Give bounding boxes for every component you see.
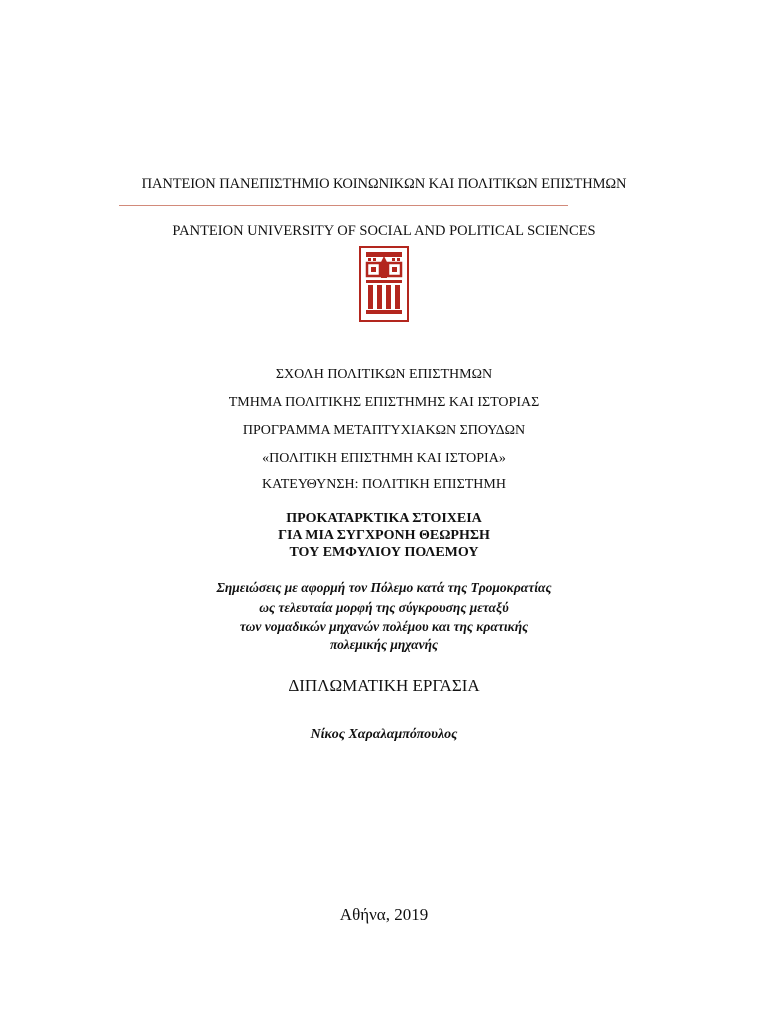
thesis-title-line: ΓΙΑ ΜΙΑ ΣΥΓΧΡΟΝΗ ΘΕΩΡΗΣΗ [278, 528, 490, 543]
thesis-title-line: ΤΟΥ ΕΜΦΥΛΙΟΥ ΠΟΛΕΜΟΥ [289, 545, 479, 560]
thesis-title-line: ΠΡΟΚΑΤΑΡΚΤΙΚΑ ΣΤΟΙΧΕΙΑ [286, 511, 482, 526]
thesis-subtitle-line: των νομαδικών μηχανών πολέμου και της κρατικής [239, 619, 529, 634]
author-name: Νίκος Χαραλαμπόπουλος [310, 727, 458, 742]
university-name-greek: ΠΑΝΤΕΙΟΝ ΠΑΝΕΠΙΣΤΗΜΙΟ ΚΟΙΝΩΝΙΚΩΝ ΚΑΙ ΠΟΛΙΤΙΚΩΝ ΕΠΙΣΤΗΜΩΝ [141, 176, 627, 192]
university-crest-icon [359, 246, 409, 322]
program-label: ΠΡΟΓΡΑΜΜΑ ΜΕΤΑΠΤΥΧΙΑΚΩΝ ΣΠΟΥΔΩΝ [242, 423, 526, 438]
thesis-subtitle-line: Σημειώσεις με αφορμή τον Πόλεμο κατά της Τρομοκρατίας [216, 580, 552, 595]
thesis-subtitle-line: ως τελευταία μορφή της σύγκρουσης μεταξύ [259, 600, 509, 615]
thesis-subtitle-line: πολεμικής μηχανής [329, 637, 439, 652]
header-divider [119, 205, 568, 206]
department-name: ΤΜΗΜΑ ΠΟΛΙΤΙΚΗΣ ΕΠΙΣΤΗΜΗΣ ΚΑΙ ΙΣΤΟΡΙΑΣ [228, 395, 540, 410]
university-name-english: PANTEION UNIVERSITY OF SOCIAL AND POLITICAL SCIENCES [172, 223, 596, 239]
school-name: ΣΧΟΛΗ ΠΟΛΙΤΙΚΩΝ ΕΠΙΣΤΗΜΩΝ [275, 367, 493, 382]
program-name: «ΠΟΛΙΤΙΚΗ ΕΠΙΣΤΗΜΗ ΚΑΙ ΙΣΤΟΡΙΑ» [262, 451, 506, 466]
program-direction: ΚΑΤΕΥΘΥΝΣΗ: ΠΟΛΙΤΙΚΗ ΕΠΙΣΤΗΜΗ [262, 477, 506, 492]
place-and-date: Αθήνα, 2019 [339, 905, 429, 924]
thesis-type: ΔΙΠΛΩΜΑΤΙΚΗ ΕΡΓΑΣΙΑ [288, 676, 480, 695]
